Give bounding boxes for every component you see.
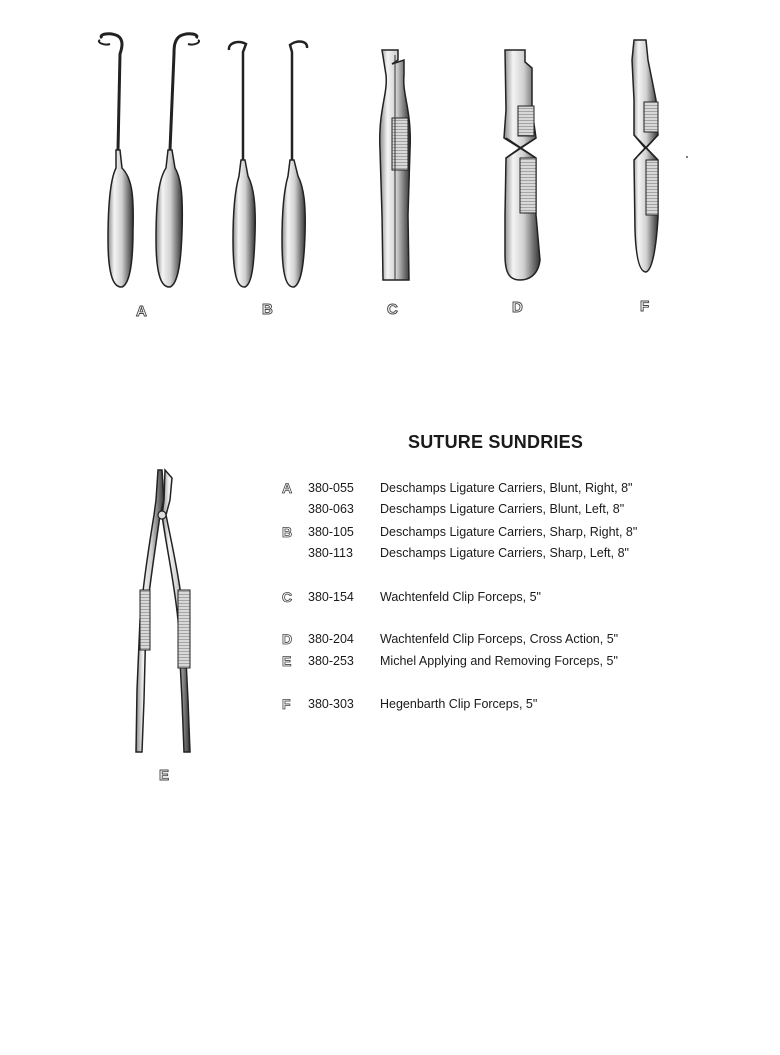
page-title: SUTURE SUNDRIES	[408, 432, 584, 452]
item-description: Deschamps Ligature Carriers, Blunt, Left, 8"	[380, 502, 625, 516]
instrument-b-right	[229, 42, 255, 287]
item-code: 380-154	[308, 590, 354, 604]
item-description: Hegenbarth Clip Forceps, 5"	[380, 697, 538, 711]
item-letter: D	[282, 631, 293, 647]
instrument-a-right	[99, 34, 133, 287]
figure-label-d: D	[512, 299, 523, 316]
item-description: Deschamps Ligature Carriers, Sharp, Right, 8"	[380, 525, 638, 539]
speck	[686, 156, 688, 158]
instrument-a-left	[156, 34, 199, 287]
item-letter: F	[282, 696, 291, 712]
item-letter: E	[282, 653, 292, 669]
item-letter: A	[282, 480, 293, 496]
item-description: Wachtenfeld Clip Forceps, 5"	[380, 590, 541, 604]
figure-label-f: F	[640, 298, 650, 315]
item-description: Michel Applying and Removing Forceps, 5"	[380, 654, 618, 668]
item-code: 380-105	[308, 525, 354, 539]
instrument-b-left	[282, 42, 307, 287]
instrument-c	[380, 50, 411, 280]
item-code: 380-253	[308, 654, 354, 668]
item-description: Wachtenfeld Clip Forceps, Cross Action, 5"	[380, 632, 619, 646]
item-letter: C	[282, 589, 293, 605]
item-description: Deschamps Ligature Carriers, Sharp, Left, 8"	[380, 546, 629, 560]
figure-label-b: B	[262, 301, 273, 318]
figure-label-c: C	[387, 301, 398, 318]
instrument-b-pair	[229, 42, 307, 287]
instrument-f	[632, 40, 658, 272]
item-code: 380-113	[308, 546, 353, 560]
figure-label-e: E	[159, 767, 170, 784]
item-letter: B	[282, 524, 293, 540]
instrument-e	[136, 470, 190, 752]
item-code: 380-055	[308, 481, 354, 495]
instrument-d	[504, 50, 540, 280]
item-code: 380-303	[308, 697, 354, 711]
item-description: Deschamps Ligature Carriers, Blunt, Right, 8"	[380, 481, 633, 495]
item-code: 380-063	[308, 502, 354, 516]
instrument-a-pair	[99, 34, 199, 287]
figure-label-a: A	[136, 303, 147, 320]
item-code: 380-204	[308, 632, 354, 646]
